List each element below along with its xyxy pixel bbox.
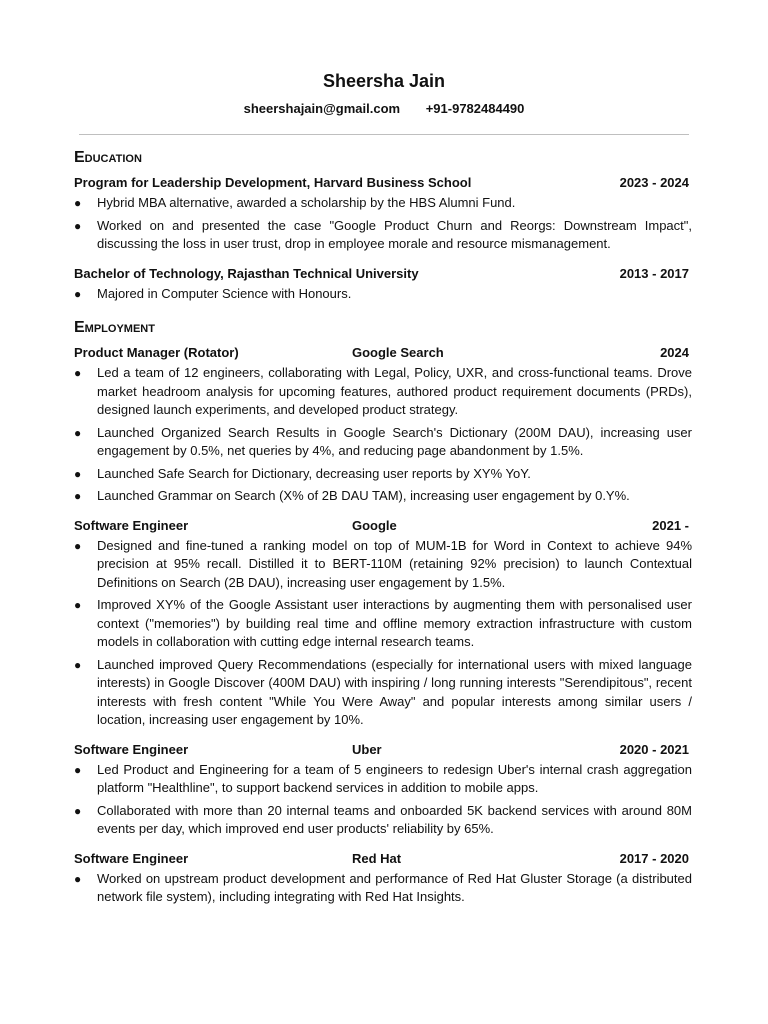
list-item: ● Launched Grammar on Search (X% of 2B DAU TAM), increasing user engagement by 0.Y%. bbox=[74, 487, 692, 506]
job-role: Software Engineer bbox=[74, 517, 189, 533]
list-item: ● Worked on upstream product development and performance of Red Hat Gluster Storage (a distributed network file system), including integrating with Red Hat Insights. bbox=[74, 870, 692, 904]
list-item: ● Hybrid MBA alternative, awarded a scholarship by the HBS Alumni Fund. bbox=[74, 194, 692, 213]
list-item: ● Majored in Computer Science with Honours. bbox=[74, 285, 692, 304]
employment-entry bbox=[74, 343, 692, 506]
bullet-icon: ● bbox=[74, 196, 82, 210]
bullet-icon: ● bbox=[74, 218, 82, 233]
candidate-name: Sheersha Jain bbox=[322, 71, 446, 91]
bullet-icon: ● bbox=[74, 871, 82, 886]
education-entry bbox=[74, 264, 692, 304]
bullet-icon: ● bbox=[74, 762, 82, 777]
job-company: Red Hat bbox=[352, 850, 402, 866]
education-institution: Program for Leadership Development, Harvard Business School bbox=[74, 175, 472, 190]
bullet-icon: ● bbox=[74, 366, 82, 380]
header-divider bbox=[79, 134, 689, 135]
education-heading: Education bbox=[74, 149, 142, 166]
employment-entry bbox=[74, 516, 692, 730]
job-role: Software Engineer bbox=[74, 850, 189, 866]
education-dates: 2013 - 2017 bbox=[619, 265, 689, 281]
bullet-icon: ● bbox=[74, 425, 82, 440]
list-item: ● Launched improved Query Recommendations (especially for international users with mixed language interests) in Google Discover (400M DAU) with inspiring / long running interests "Serendipitous", recent interests with fresh content "While You Were Away" and popular interests among similar users / location, increasing user engagement by 10%. bbox=[74, 656, 692, 727]
employment-heading: Employment bbox=[74, 319, 155, 336]
bullet-icon: ● bbox=[74, 538, 82, 553]
job-dates: 2024 bbox=[660, 345, 689, 360]
contact-line bbox=[0, 100, 768, 118]
education-dates: 2023 - 2024 bbox=[619, 175, 689, 190]
bullet-icon: ● bbox=[74, 657, 82, 672]
list-item: ● Led a team of 12 engineers, collaborating with Legal, Policy, UXR, and cross-functional teams. Drove market headroom analysis for upcoming features, authored product requirement documents (PRDs), designed launch experiments, and developed product strategy. bbox=[74, 365, 692, 417]
job-dates: 2020 - 2021 bbox=[619, 741, 689, 757]
list-item: ● Led Product and Engineering for a team of 5 engineers to redesign Uber's internal crash aggregation platform "Healthline", to support backend services in addition to mobile apps. bbox=[74, 761, 692, 795]
job-dates: 2017 - 2020 bbox=[619, 850, 689, 866]
job-company: Uber bbox=[352, 741, 382, 757]
employment-entry bbox=[74, 740, 692, 839]
bullet-icon: ● bbox=[74, 286, 82, 301]
phone-number: +91-9782484490 bbox=[425, 101, 525, 116]
job-company: Google Search bbox=[352, 345, 444, 360]
list-item: ● Worked on and presented the case "Google Product Churn and Reorgs: Downstream Impact", discussing the loss in user trust, drop in employee morale and resource mismanagement. bbox=[74, 217, 692, 251]
education-entry bbox=[74, 173, 692, 254]
bullet-icon: ● bbox=[74, 803, 82, 818]
job-company: Google bbox=[352, 517, 397, 533]
education-institution: Bachelor of Technology, Rajasthan Technical University bbox=[74, 265, 419, 281]
list-item: ● Collaborated with more than 20 internal teams and onboarded 5K backend services with around 80M events per day, which improved end user products' reliability by 65%. bbox=[74, 802, 692, 836]
resume-body bbox=[74, 147, 692, 917]
list-item: ● Launched Organized Search Results in Google Search's Dictionary (200M DAU), increasing user engagement by 0.5%, net queries by 4%, and reducing page abandonment by 1.5%. bbox=[74, 424, 692, 458]
education-section bbox=[74, 147, 692, 303]
employment-entry bbox=[74, 849, 692, 907]
list-item: ● Improved XY% of the Google Assistant user interactions by augmenting them with personalised user context ("memories") by building real time and offline memory extraction infrastructure with custom models in collaboration with cutting edge internal research teams. bbox=[74, 597, 692, 649]
job-dates: 2021 - bbox=[652, 517, 689, 533]
list-item: ● Launched Safe Search for Dictionary, decreasing user reports by XY% YoY. bbox=[74, 465, 692, 484]
bullet-icon: ● bbox=[74, 598, 82, 612]
employment-section bbox=[74, 317, 692, 907]
email-link[interactable]: sheershajain@gmail.com bbox=[243, 101, 401, 116]
job-role: Product Manager (Rotator) bbox=[74, 345, 239, 360]
bullet-icon: ● bbox=[74, 466, 82, 481]
job-role: Software Engineer bbox=[74, 741, 189, 757]
bullet-icon: ● bbox=[74, 489, 82, 503]
resume-header bbox=[0, 68, 768, 118]
list-item: ● Designed and fine-tuned a ranking model on top of MUM-1B for Word in Context to achieve 94% precision at 95% recall. Distilled it to BERT-110M (retaining 92% precision) to launch Contextual Definitions on Search (2B DAU), increasing user engagement by 1.5%. bbox=[74, 537, 692, 590]
